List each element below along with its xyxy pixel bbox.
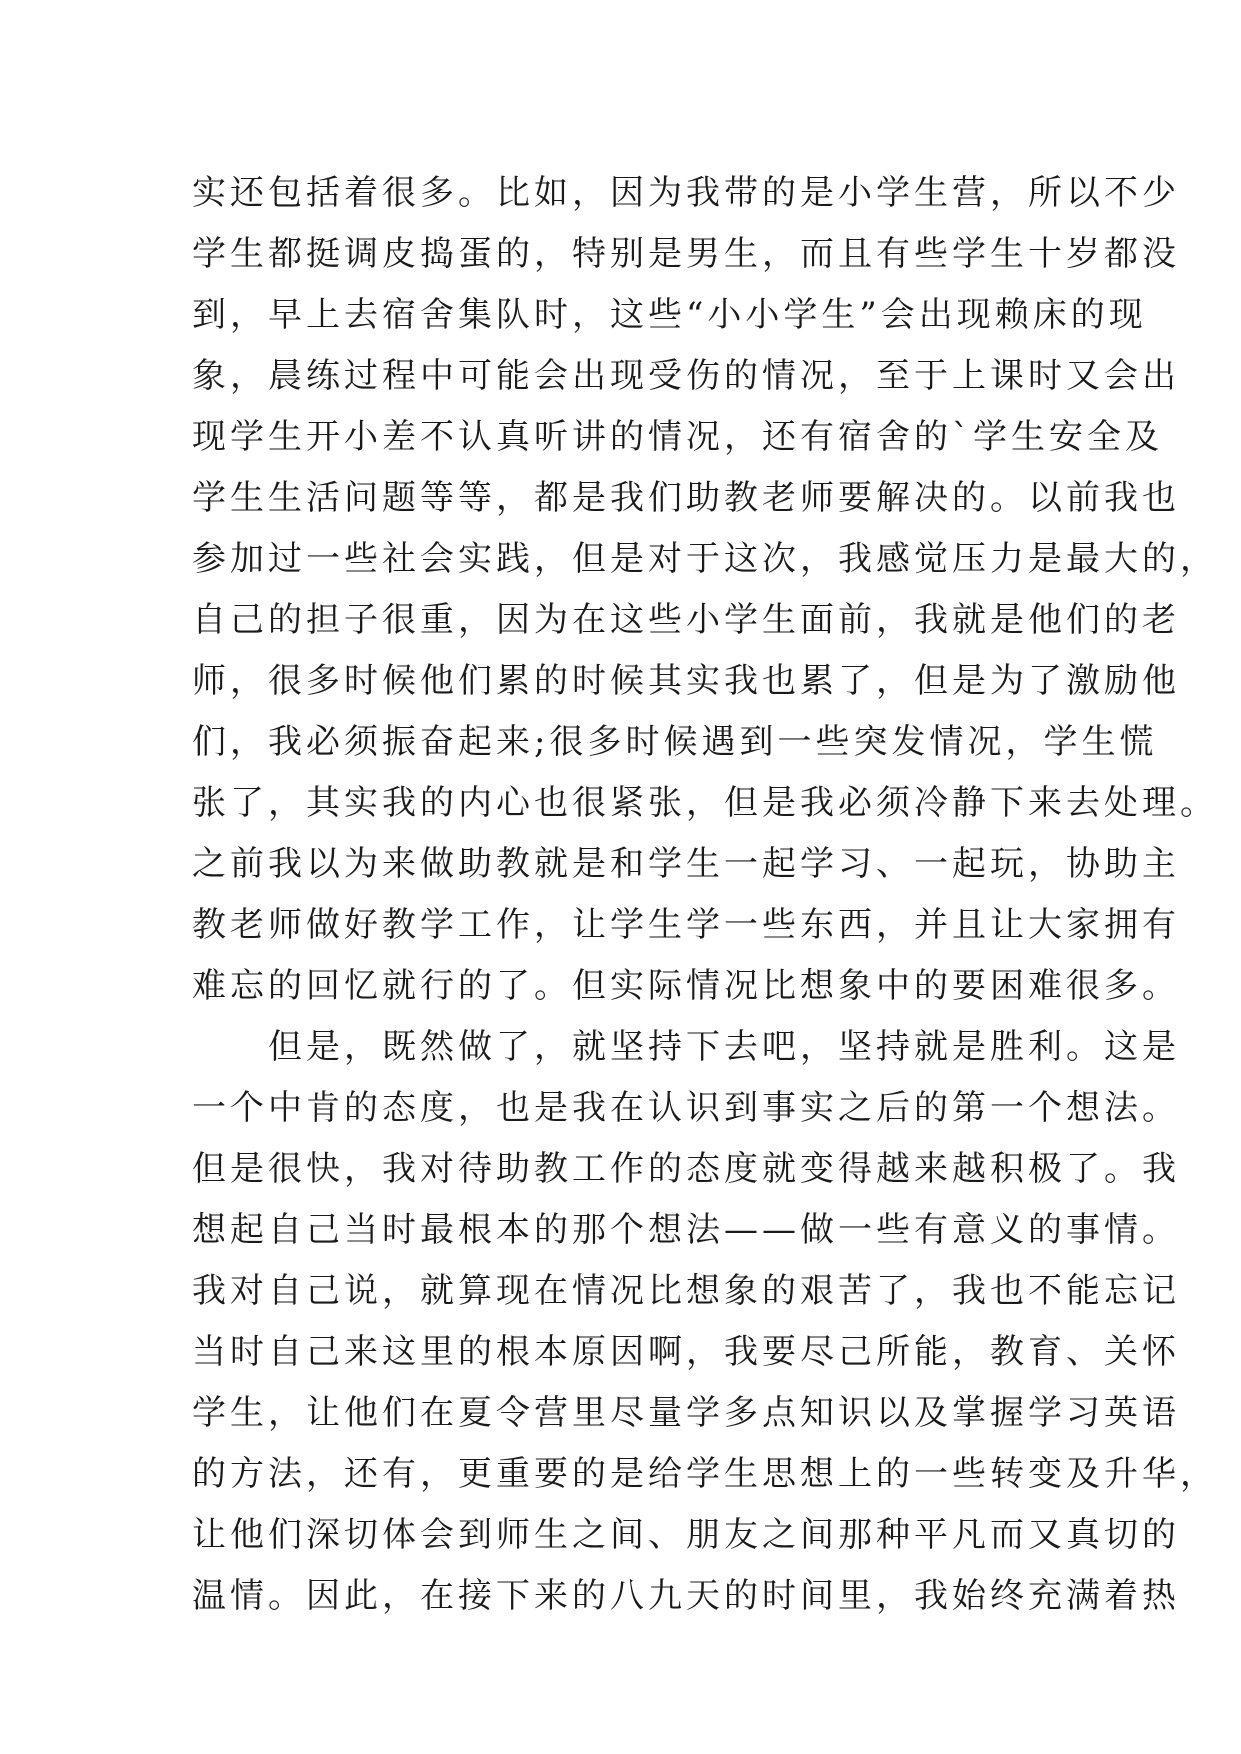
text-line: 实还包括着很多。比如，因为我带的是小学生营，所以不少	[192, 173, 1180, 213]
text-line: 参加过一些社会实践，但是对于这次，我感觉压力是最大的，	[192, 539, 1218, 579]
text-line: 温情。因此，在接下来的八九天的时间里，我始终充满着热	[192, 1576, 1180, 1616]
text-line: 自己的担子很重，因为在这些小学生面前，我就是他们的老	[192, 600, 1180, 640]
text-line: 师，很多时候他们累的时候其实我也累了，但是为了激励他	[192, 661, 1180, 701]
text-line: 张了，其实我的内心也很紧张，但是我必须冷静下来去处理。	[192, 783, 1218, 823]
text-line: 学生生活问题等等，都是我们助教老师要解决的。以前我也	[192, 478, 1180, 518]
text-line: 让他们深切体会到师生之间、朋友之间那种平凡而又真切的	[192, 1515, 1180, 1555]
body-text	[192, 163, 1218, 1627]
text-line: 我对自己说，就算现在情况比想象的艰苦了，我也不能忘记	[192, 1271, 1180, 1311]
text-line: 现学生开小差不认真听讲的情况，还有宿舍的`学生安全及	[192, 417, 1163, 457]
text-line: 之前我以为来做助教就是和学生一起学习、一起玩，协助主	[192, 844, 1180, 884]
text-line: 难忘的回忆就行的了。但实际情况比想象中的要困难很多。	[192, 966, 1180, 1006]
text-line: 学生，让他们在夏令营里尽量学多点知识以及掌握学习英语	[192, 1393, 1180, 1433]
text-line: 但是，既然做了，就坚持下去吧，坚持就是胜利。这是	[192, 1027, 1180, 1067]
text-line: 的方法，还有，更重要的是给学生思想上的一些转变及升华，	[192, 1454, 1218, 1494]
text-line: 当时自己来这里的根本原因啊，我要尽己所能，教育、关怀	[192, 1332, 1180, 1372]
text-line: 想起自己当时最根本的那个想法——做一些有意义的事情。	[192, 1210, 1180, 1250]
text-line: 教老师做好教学工作，让学生学一些东西，并且让大家拥有	[192, 905, 1180, 945]
text-line: 但是很快，我对待助教工作的态度就变得越来越积极了。我	[192, 1149, 1180, 1189]
text-line: 象，晨练过程中可能会出现受伤的情况，至于上课时又会出	[192, 356, 1180, 396]
text-line: 一个中肯的态度，也是我在认识到事实之后的第一个想法。	[192, 1088, 1180, 1128]
text-line: 到，早上去宿舍集队时，这些“小小学生”会出现赖床的现	[192, 295, 1147, 335]
text-line: 学生都挺调皮捣蛋的，特别是男生，而且有些学生十岁都没	[192, 234, 1180, 274]
text-line: 们，我必须振奋起来;很多时候遇到一些突发情况，学生慌	[192, 722, 1158, 762]
